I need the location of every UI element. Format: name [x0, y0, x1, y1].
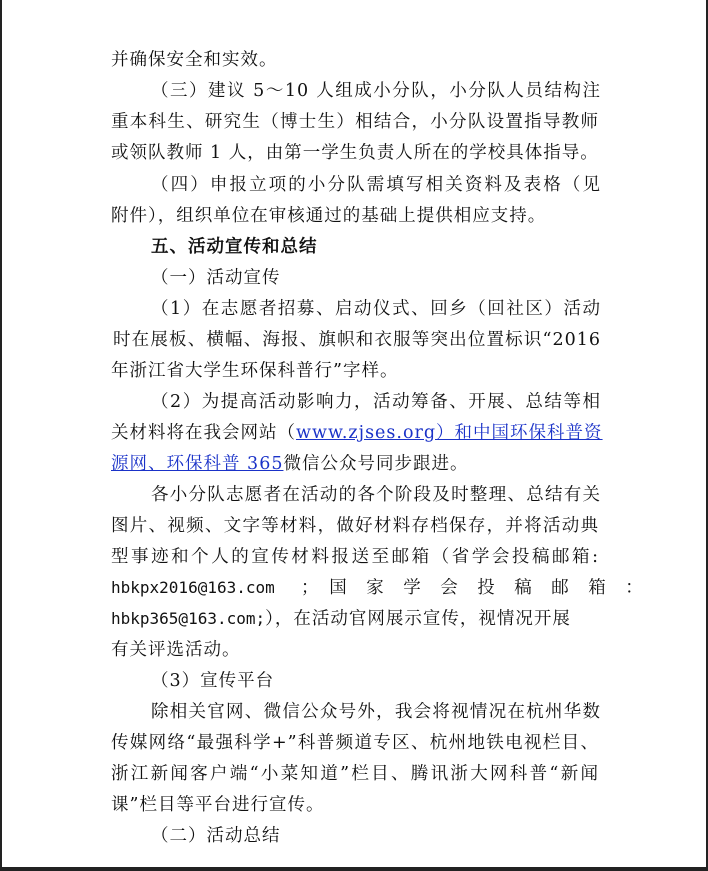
text-line: [111, 608, 599, 630]
text-span: ； 国 家 学 会 投 稿 邮 箱 ：: [301, 578, 644, 598]
text-line: （1）在志愿者招募、启动仪式、回乡（回社区）活动: [151, 299, 601, 319]
resource-network-link[interactable]: 源网、环保科普 365: [111, 454, 284, 474]
text-line: （四）申报立项的小分队需填写相关资料及表格（见: [151, 175, 601, 195]
provincial-email: hbkpx2016@163.com: [111, 578, 275, 597]
text-line: 除相关官网、微信公众号外，我会将视情况在杭州华数: [151, 702, 601, 722]
national-email: hbkp365@163.com;: [111, 609, 266, 628]
page-border-bottom: [0, 867, 708, 871]
text-line: 有关评选活动。: [111, 640, 241, 660]
subsection-heading: （二）活动总结: [151, 826, 281, 846]
text-line: 或领队教师 1 人，由第一学生负责人所在的学校具体指导。: [111, 143, 599, 163]
text-line: 课”栏目等平台进行宣传。: [111, 795, 325, 815]
subsection-heading: （一）活动宣传: [151, 268, 281, 288]
text-line: 型事迹和个人的宣传材料报送至邮箱（省学会投稿邮箱:: [111, 547, 599, 567]
text-line: [111, 577, 644, 599]
subsection-heading: （3）宣传平台: [151, 671, 275, 691]
text-line: 图片、视频、文字等材料，做好材料存档保存，并将活动典: [111, 516, 599, 536]
text-span: 关材料将在我会网站（: [111, 423, 296, 443]
website-link[interactable]: www.zjses.org）和中国环保科普资: [296, 423, 603, 443]
text-line: 年浙江省大学生环保科普行”字样。: [111, 361, 399, 381]
page-border-left: [0, 0, 2, 871]
text-span: ），在活动官网展示宣传，视情况开展: [265, 609, 571, 629]
text-line: 附件），组织单位在审核通过的基础上提供相应支持。: [111, 206, 547, 226]
text-line: 各小分队志愿者在活动的各个阶段及时整理、总结有关: [151, 485, 601, 505]
text-span: 微信公众号同步跟进。: [283, 454, 469, 474]
text-line: [111, 453, 599, 475]
text-line: 浙江新闻客户端“小菜知道”栏目、腾讯浙大网科普“新闻: [111, 764, 599, 784]
section-heading: 五、活动宣传和总结: [151, 237, 318, 257]
text-line: 时在展板、横幅、海报、旗帜和衣服等突出位置标识“2016: [113, 330, 601, 350]
text-line: 并确保安全和实效。: [111, 50, 278, 70]
text-line: （三）建议 5～10 人组成小分队，小分队人员结构注: [151, 81, 601, 101]
text-line: 传媒网络“最强科学+”科普频道专区、杭州地铁电视栏目、: [111, 733, 599, 753]
text-line: [111, 422, 603, 444]
text-line: 重本科生、研究生（博士生）相结合，小分队设置指导教师: [111, 112, 599, 132]
text-line: （2）为提高活动影响力，活动筹备、开展、总结等相: [151, 392, 601, 412]
